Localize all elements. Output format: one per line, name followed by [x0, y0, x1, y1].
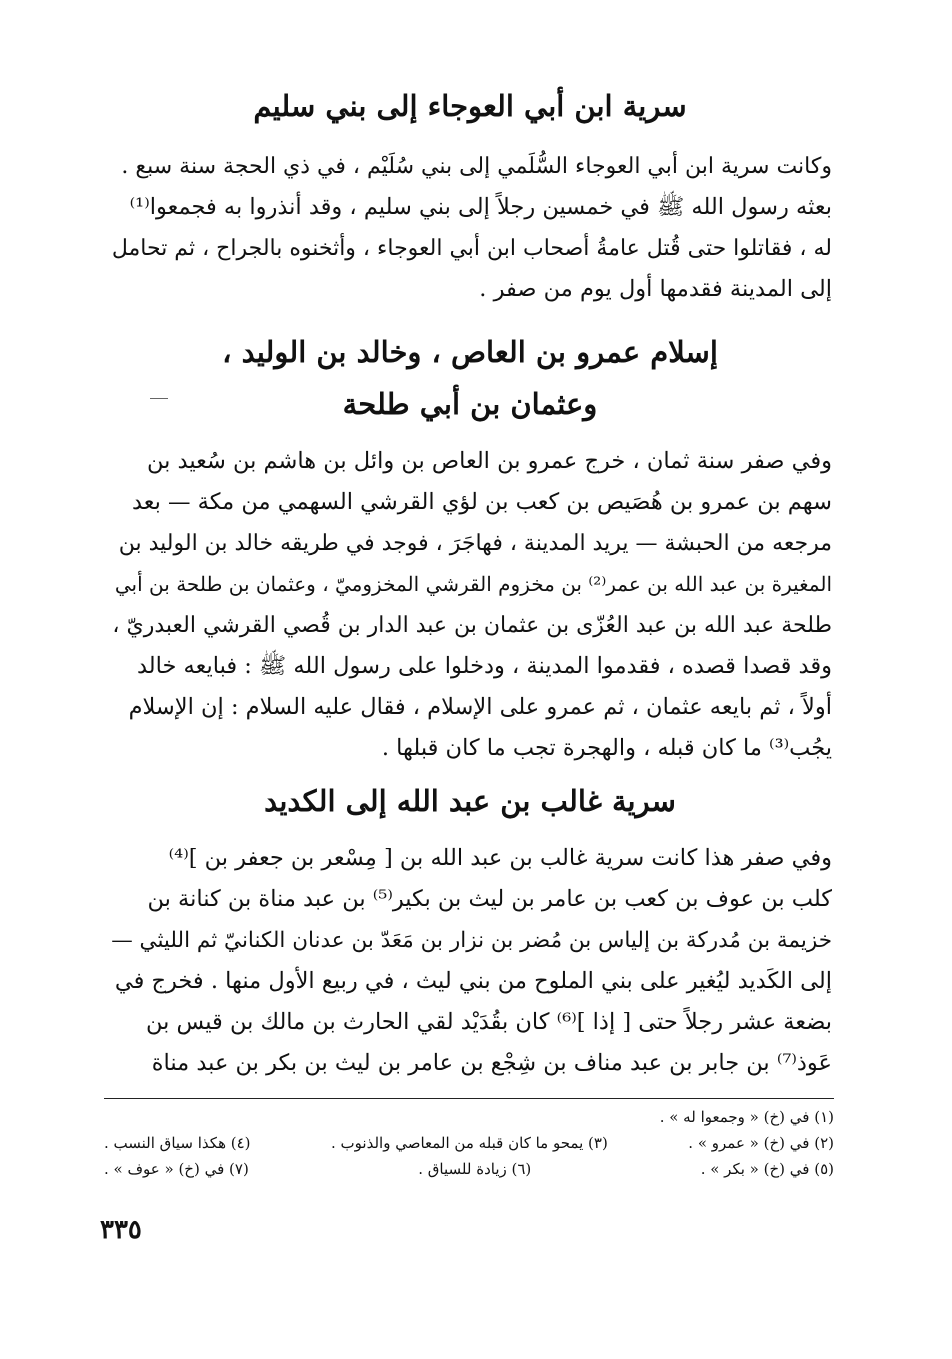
footnote-row — [104, 1156, 834, 1182]
footnote-2: (٢) في (خ) « عمرو » . — [688, 1134, 834, 1152]
footnote-7: (٧) في (خ) « عوف » . — [104, 1160, 249, 1178]
footnote-divider — [104, 1098, 834, 1099]
print-mark — [150, 398, 168, 399]
footnote-row — [104, 1104, 834, 1130]
text-line: كلب بن عوف بن كعب بن عامر بن ليث بن بكير⁽⁵⁾ بن عبد مناة بن كنانة بن — [147, 886, 832, 912]
footnote-1: (١) في (خ) « وجمعوا له » . — [659, 1108, 834, 1126]
text-line: سهم بن عمرو بن هُصَيص بن كعب بن لؤي القرشي السهمي من مكة — بعد — [131, 489, 832, 515]
text-line: يجُب⁽³⁾ ما كان قبله ، والهجرة تجب ما كان قبلها . — [381, 735, 832, 761]
footnote-6: (٦) زيادة للسياق . — [418, 1160, 532, 1178]
paragraph-ghalib — [108, 838, 832, 1084]
footnote-5: (٥) في (خ) « بكر » . — [700, 1160, 834, 1178]
text-line: وكانت سرية ابن أبي العوجاء السُّلَمي إلى بني سُلَيْم ، في ذي الحجة سنة سبع . — [121, 154, 832, 179]
text-line: وفي صفر سنة ثمان ، خرج عمرو بن العاص بن وائل بن هاشم بن سُعيد بن — [147, 448, 832, 474]
text-line: إلى المدينة فقدمها أول يوم من صفر . — [479, 276, 832, 302]
text-line: إلى الكَديد ليُغير على بني الملوح من بني ليث ، في ربيع الأول منها . فخرج في — [114, 968, 832, 994]
footnotes — [104, 1104, 834, 1182]
footnote-row — [104, 1130, 834, 1156]
text-line: خزيمة بن مُدركة بن إلياس بن مُضر بن نزار بن مَعَدّ بن عدنان الكنانيّ ثم الليثي — — [111, 928, 832, 953]
section-heading-ibn-abi-al-awja: سرية ابن أبي العوجاء إلى بني سليم — [253, 89, 687, 123]
paragraph-ibn-abi-al-awja — [108, 146, 832, 310]
section-heading-islam-amr-line2: وعثمان بن أبي طلحة — [342, 387, 598, 421]
text-line: طلحة عبد الله بن عبد العُزّى بن عثمان بن عبد الدار بن قُصي القرشي العبدريّ ، — [112, 613, 832, 638]
text-line: وفي صفر هذا كانت سرية غالب بن عبد الله بن [ مِسْعر بن جعفر بن ]⁽⁴⁾ — [168, 845, 832, 871]
text-line: بعثه رسول الله ﷺ في خمسين رجلاً إلى بني سليم ، وقد أنذروا به فجمعوا⁽¹⁾ — [129, 194, 832, 220]
section-heading-islam-amr-line1: إسلام عمرو بن العاص ، وخالد بن الوليد ، — [222, 335, 718, 369]
text-line: مرجعه من الحبشة — يريد المدينة ، فهاجَرَ ، فوجد في طريقه خالد بن الوليد بن — [118, 531, 832, 556]
page-number: ٣٣٥ — [100, 1215, 142, 1245]
text-line: له ، فقاتلوا حتى قُتل عامةُ أصحاب ابن أبي العوجاء ، وأثخنوه بالجراح ، ثم تحامل — [111, 236, 832, 261]
footnote-4: (٤) هكذا سياق النسب . — [104, 1134, 251, 1152]
paragraph-islam-amr — [108, 441, 832, 769]
text-line: عَوذ⁽⁷⁾ بن جابر بن عبد مناف بن شِجْع بن عامر بن ليث بن بكر بن عبد مناة — [151, 1050, 832, 1076]
text-line: وقد قصدا قصده ، فقدموا المدينة ، ودخلوا على رسول الله ﷺ : فبايعه خالد — [136, 653, 832, 679]
text-line: أولاً ، ثم بايعه عثمان ، ثم عمرو على الإسلام ، فقال عليه السلام : إن الإسلام — [128, 694, 832, 720]
section-heading-ghalib: سرية غالب بن عبد الله إلى الكديد — [264, 784, 676, 818]
text-line: بضعة عشر رجلاً حتى [ إذا ]⁽⁶⁾ كان بقُدَيْد لقي الحارث بن مالك بن قيس بن — [146, 1009, 832, 1035]
footnote-3: (٣) يمحو ما كان قبله من المعاصي والذنوب . — [331, 1134, 608, 1152]
text-line: المغيرة بن عبد الله بن عمر⁽²⁾ بن مخزوم القرشي المخزوميّ ، وعثمان بن طلحة بن أبي — [114, 572, 832, 596]
